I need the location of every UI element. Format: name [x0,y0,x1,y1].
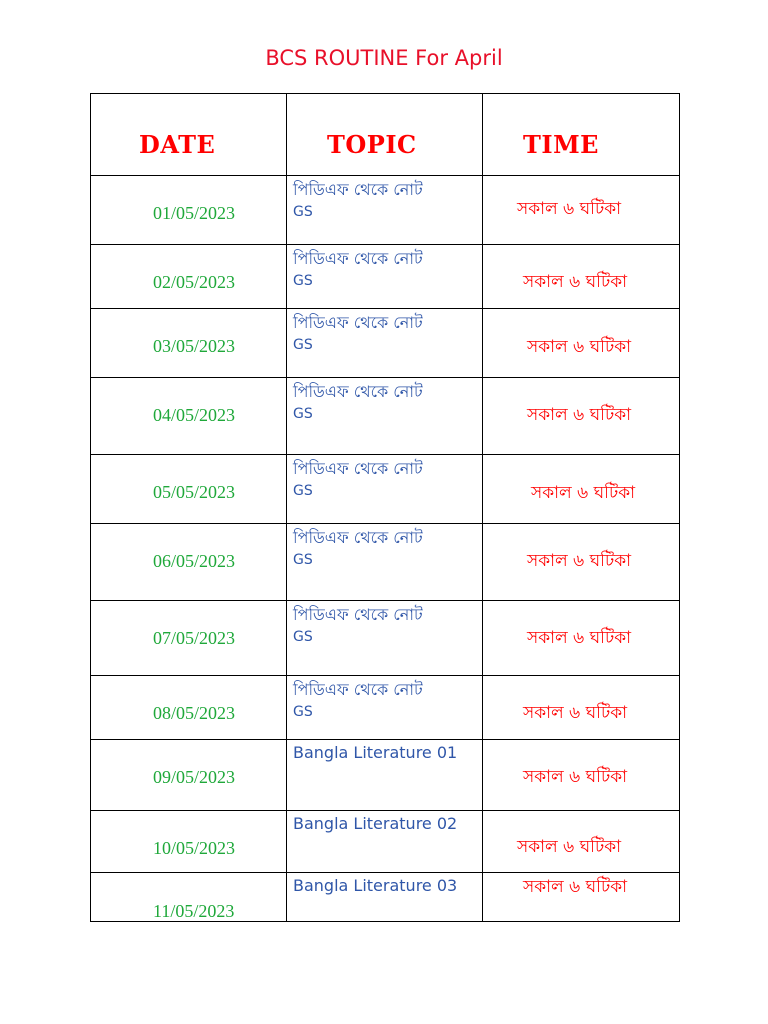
row-topic: পিডিএফ থেকে নোট [293,459,423,478]
date-cell [91,873,287,922]
row-time: সকাল ৬ ঘটিকা [523,272,628,292]
date-cell [91,524,287,601]
row-time: সকাল ৬ ঘটিকা [527,551,632,571]
row-date: 04/05/2023 [153,405,236,425]
header-date-cell [91,94,287,176]
row-topic: পিডিএফ থেকে নোট [293,313,423,332]
time-cell [483,455,680,524]
row-time: সকাল ৬ ঘটিকা [523,767,628,787]
row-topic: পিডিএফ থেকে নোট [293,528,423,547]
table-row [91,740,680,811]
date-cell [91,455,287,524]
date-cell [91,811,287,873]
row-date: 08/05/2023 [153,703,236,723]
table-row [91,811,680,873]
row-topic-sub: GS [293,552,313,568]
topic-cell [287,740,483,811]
row-topic: পিডিএফ থেকে নোট [293,605,423,624]
row-topic-sub: GS [293,273,313,289]
row-topic: পিডিএফ থেকে নোট [293,680,423,699]
date-cell [91,601,287,676]
row-time: সকাল ৬ ঘটিকা [517,199,622,219]
date-cell [91,309,287,378]
row-date: 01/05/2023 [153,203,236,223]
table-row [91,455,680,524]
date-cell [91,176,287,245]
row-topic-sub: GS [293,204,313,220]
date-cell [91,378,287,455]
topic-cell [287,524,483,601]
time-cell [483,811,680,873]
row-date: 06/05/2023 [153,551,236,571]
topic-cell [287,176,483,245]
row-topic-sub: GS [293,337,313,353]
header-time-cell [483,94,680,176]
row-time: সকাল ৬ ঘটিকা [527,628,632,648]
topic-cell [287,309,483,378]
row-topic: পিডিএফ থেকে নোট [293,249,423,268]
topic-cell [287,873,483,922]
table-header-row [91,94,680,176]
topic-cell [287,811,483,873]
row-time: সকাল ৬ ঘটিকা [527,405,632,425]
row-date: 02/05/2023 [153,272,236,292]
table-row [91,309,680,378]
row-time: সকাল ৬ ঘটিকা [517,837,622,857]
row-time: সকাল ৬ ঘটিকা [531,483,636,503]
row-topic: Bangla Literature 03 [293,876,458,895]
table-row [91,676,680,740]
row-date: 11/05/2023 [153,901,235,921]
time-cell [483,740,680,811]
topic-cell [287,455,483,524]
row-date: 05/05/2023 [153,482,236,502]
time-cell [483,524,680,601]
table-row [91,245,680,309]
page-title: BCS ROUTINE For April [265,46,503,70]
table-row [91,524,680,601]
row-date: 07/05/2023 [153,628,236,648]
header-topic-cell [287,94,483,176]
row-topic-sub: GS [293,629,313,645]
row-date: 09/05/2023 [153,767,236,787]
date-cell [91,676,287,740]
topic-cell [287,378,483,455]
header-time: TIME [523,130,599,159]
row-topic: পিডিএফ থেকে নোট [293,180,423,199]
time-cell [483,245,680,309]
row-topic: Bangla Literature 01 [293,743,458,762]
time-cell [483,601,680,676]
table-row [91,873,680,922]
topic-cell [287,245,483,309]
row-date: 03/05/2023 [153,336,236,356]
time-cell [483,676,680,740]
topic-cell [287,601,483,676]
row-topic: পিডিএফ থেকে নোট [293,382,423,401]
date-cell [91,245,287,309]
time-cell [483,378,680,455]
row-date: 10/05/2023 [153,838,236,858]
date-cell [91,740,287,811]
table-row [91,378,680,455]
row-time: সকাল ৬ ঘটিকা [527,337,632,357]
time-cell [483,176,680,245]
row-topic-sub: GS [293,704,313,720]
routine-table [90,93,680,922]
header-date: DATE [139,130,216,159]
table-row [91,176,680,245]
row-topic-sub: GS [293,406,313,422]
time-cell [483,309,680,378]
row-topic: Bangla Literature 02 [293,814,458,833]
topic-cell [287,676,483,740]
table-row [91,601,680,676]
row-topic-sub: GS [293,483,313,499]
time-cell [483,873,680,922]
row-time: সকাল ৬ ঘটিকা [523,703,628,723]
header-topic: TOPIC [327,130,417,159]
row-time: সকাল ৬ ঘটিকা [523,877,628,897]
